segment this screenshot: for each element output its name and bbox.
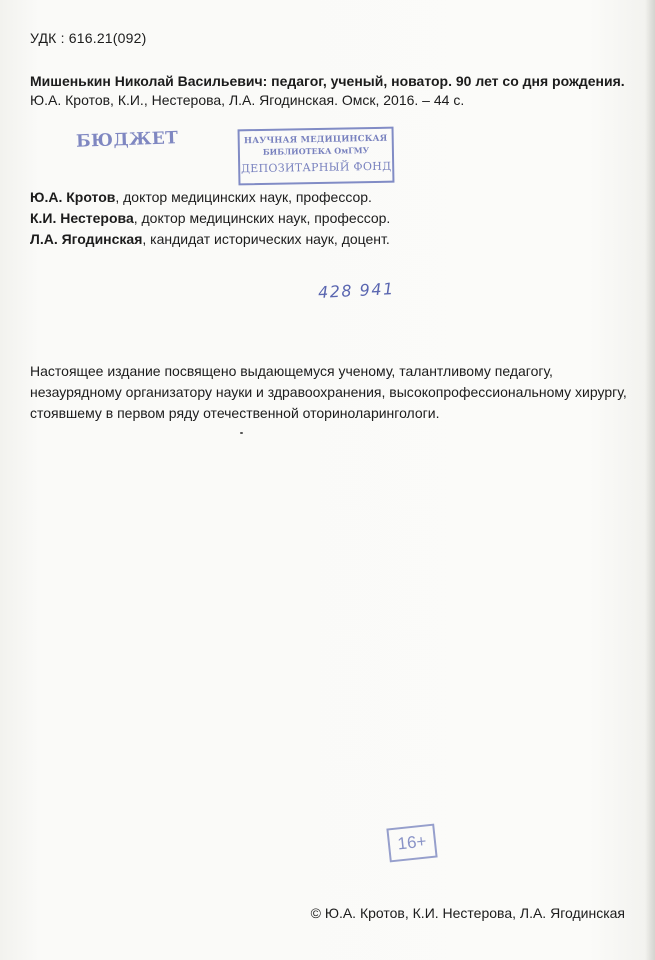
book-title: Мишенькин Николай Васильевич: педагог, ученый, новатор. 90 лет со дня рождения. xyxy=(30,73,625,89)
library-stamp-line2: БИБЛИОТЕКА ОмГМУ xyxy=(262,145,370,157)
author-name: Ю.А. Кротов xyxy=(30,189,116,205)
author-name: К.И. Нестерова xyxy=(30,210,134,226)
publication-details: Ю.А. Кротов, К.И., Нестерова, Л.А. Ягодинская. Омск, 2016. – 44 с. xyxy=(30,92,465,108)
budget-stamp: БЮДЖЕТ xyxy=(75,128,179,152)
page-edge-shadow xyxy=(645,0,655,960)
author-entry xyxy=(30,187,390,208)
library-stamp xyxy=(238,127,395,186)
library-stamp-line3: ДЕПОЗИТАРНЫЙ ФОНД xyxy=(240,159,392,176)
author-entry xyxy=(30,229,390,250)
copyright-line: © Ю.А. Кротов, К.И. Нестерова, Л.А. Ягодинская xyxy=(310,905,625,921)
author-entry xyxy=(30,208,390,229)
authors-list xyxy=(30,187,390,250)
scan-speck xyxy=(240,432,243,434)
handwritten-inventory-number: 428 941 xyxy=(317,279,396,302)
udk-code: УДК : 616.21(092) xyxy=(30,30,147,46)
age-rating-stamp: 16+ xyxy=(386,824,437,863)
bibliographic-record xyxy=(30,72,630,110)
author-title: , доктор медицинских наук, профессор. xyxy=(133,210,391,226)
annotation-text: Настоящее издание посвящено выдающемуся ученому, талантливому педагогу, незаурядному организатору науки и здравоохранения, высокопрофессиональному хирургу, стоявшему в первом ряду отечественной оториноларингологи. xyxy=(30,363,627,421)
author-name: Л.А. Ягодинская xyxy=(30,231,143,247)
author-title: , доктор медицинских наук, профессор. xyxy=(115,189,372,205)
author-title: , кандидат исторических наук, доцент. xyxy=(142,231,390,247)
library-stamp-line1: НАУЧНАЯ МЕДИЦИНСКАЯ xyxy=(243,133,388,147)
